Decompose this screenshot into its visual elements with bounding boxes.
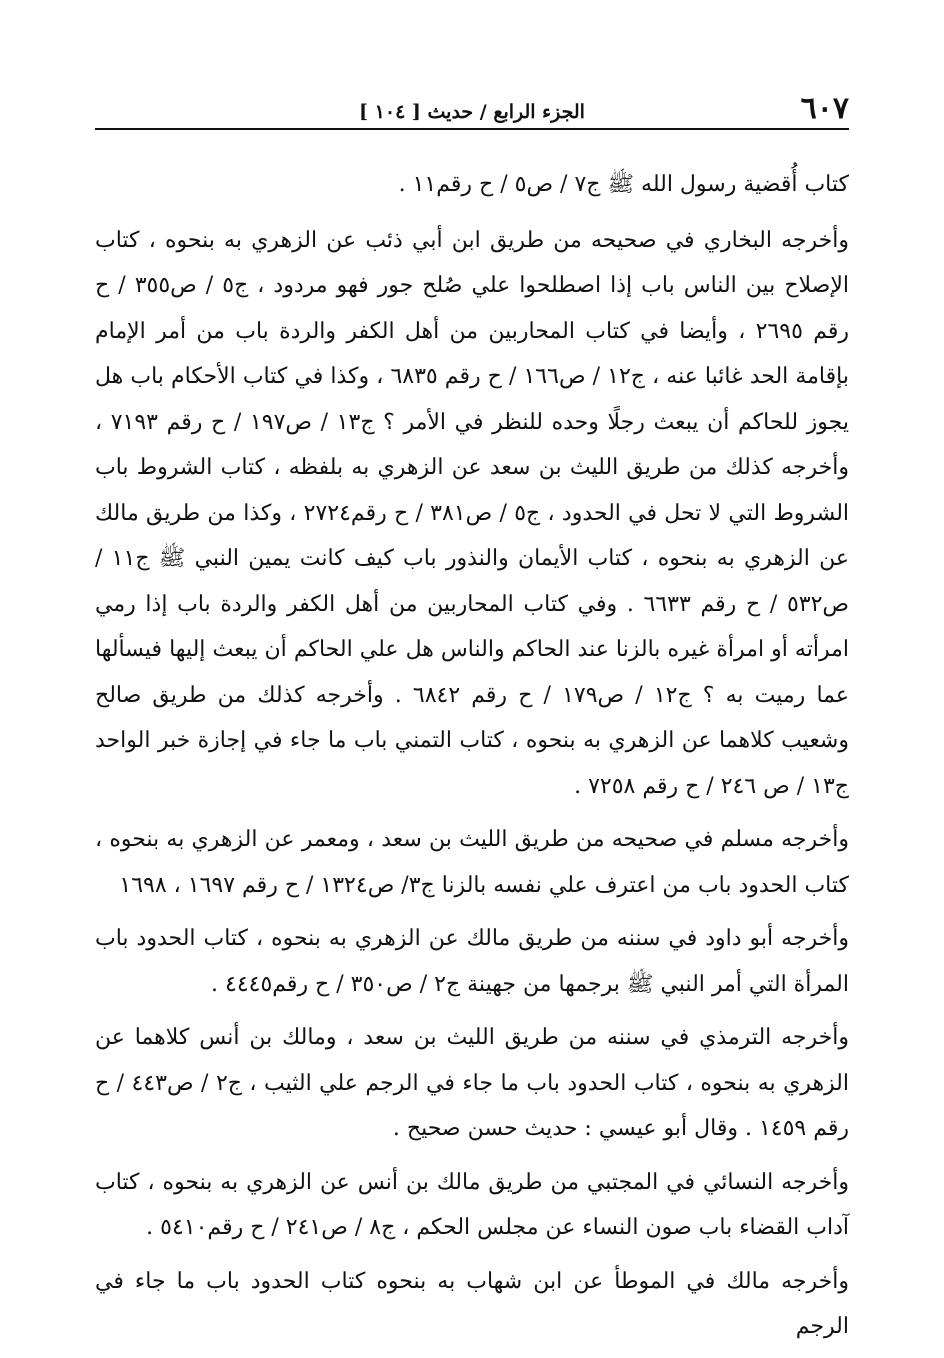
paragraph: وأخرجه الترمذي في سننه من طريق الليث بن سعد ، ومالك بن أنس كلاهما عن الزهري به بنحوه ، كتاب الحدود باب ما جاء في الرجم علي الثيب ، ج٢ / ص٤٤٣ / ح رقم ١٤٥٩ . وقال أبو عيسي : حديث حسن صحيح . [95,1025,849,1141]
paragraph: وأخرجه أبو داود في سننه من طريق مالك عن الزهري به بنحوه ، كتاب الحدود باب المرأة التي أمر النبي ﷺ برجمها من جهينة ج٢ / ص٣٥٠ / ح رقم٤٤٤٥ . [95,926,849,997]
page-header [95,88,849,130]
running-head: الجزء الرابع / حديث [ ١٠٤ ] [359,101,585,123]
paragraph: كتاب أُقضية رسول الله ﷺ ج٧ / ص٥ / ح رقم١١ . [398,172,849,197]
paragraph: وأخرجه البخاري في صحيحه من طريق ابن أبي ذئب عن الزهري به بنحوه ، كتاب الإصلاح بين الناس باب إذا اصطلحوا علي صُلح جور فهو مردود ، ج٥ / ص٣٥٥ / ح رقم ٢٦٩٥ ، وأيضا في كتاب المحاربين من أهل الكفر والردة باب من أمر الإمام بإقامة الحد غائبا عنه ، ج١٢ / ص١٦٦ / ح رقم ٦٨٣٥ ، وكذا في كتاب الأحكام باب هل يجوز للحاكم أن يبعث رجلًا وحده للنظر في الأمر ؟ ج١٣ / ص١٩٧ / ح رقم ٧١٩٣ ، وأخرجه كذلك من طريق الليث بن سعد عن الزهري به بلفظه ، كتاب الشروط باب الشروط التي لا تحل في الحدود ، ج٥ / ص٣٨١ / ح رقم٢٧٢٤ ، وكذا من طريق مالك عن الزهري به بنحوه ، كتاب الأيمان والنذور باب كيف كانت يمين النبي ﷺ ج١١ / ص٥٣٢ / ح رقم ٦٦٣٣ . وفي كتاب المحاربين من أهل الكفر والردة باب إذا رمي امرأته أو امرأة غيره بالزنا عند الحاكم والناس هل علي الحاكم أن يبعث إليها فيسألها عما رميت به ؟ ج١٢ / ص١٧٩ / ح رقم ٦٨٤٢ . وأخرجه كذلك من طريق صالح وشعيب كلاهما عن الزهري به بنحوه ، كتاب التمني باب ما جاء في إجازة خبر الواحد ج١٣ / ص ٢٤٦ / ح رقم ٧٢٥٨ . [95,227,850,799]
page-number: ٦٠٧ [800,91,849,126]
paragraph: وأخرجه النسائي في المجتبي من طريق مالك بن أنس عن الزهري به بنحوه ، كتاب آداب القضاء باب صون النساء عن مجلس الحكم ، ج٨ / ص٢٤١ / ح رقم٥٤١٠ . [95,1169,849,1240]
page-body [95,162,849,1358]
paragraph: وأخرجه مالك في الموطأ عن ابن شهاب به بنحوه كتاب الحدود باب ما جاء في الرجم [95,1268,849,1339]
paragraph: وأخرجه مسلم في صحيحه من طريق الليث بن سعد ، ومعمر عن الزهري به بنحوه ، كتاب الحدود باب من اعترف علي نفسه بالزنا ج٣/ ص١٣٢٤ / ح رقم ١٦٩٧ ، ١٦٩٨ [95,827,849,898]
